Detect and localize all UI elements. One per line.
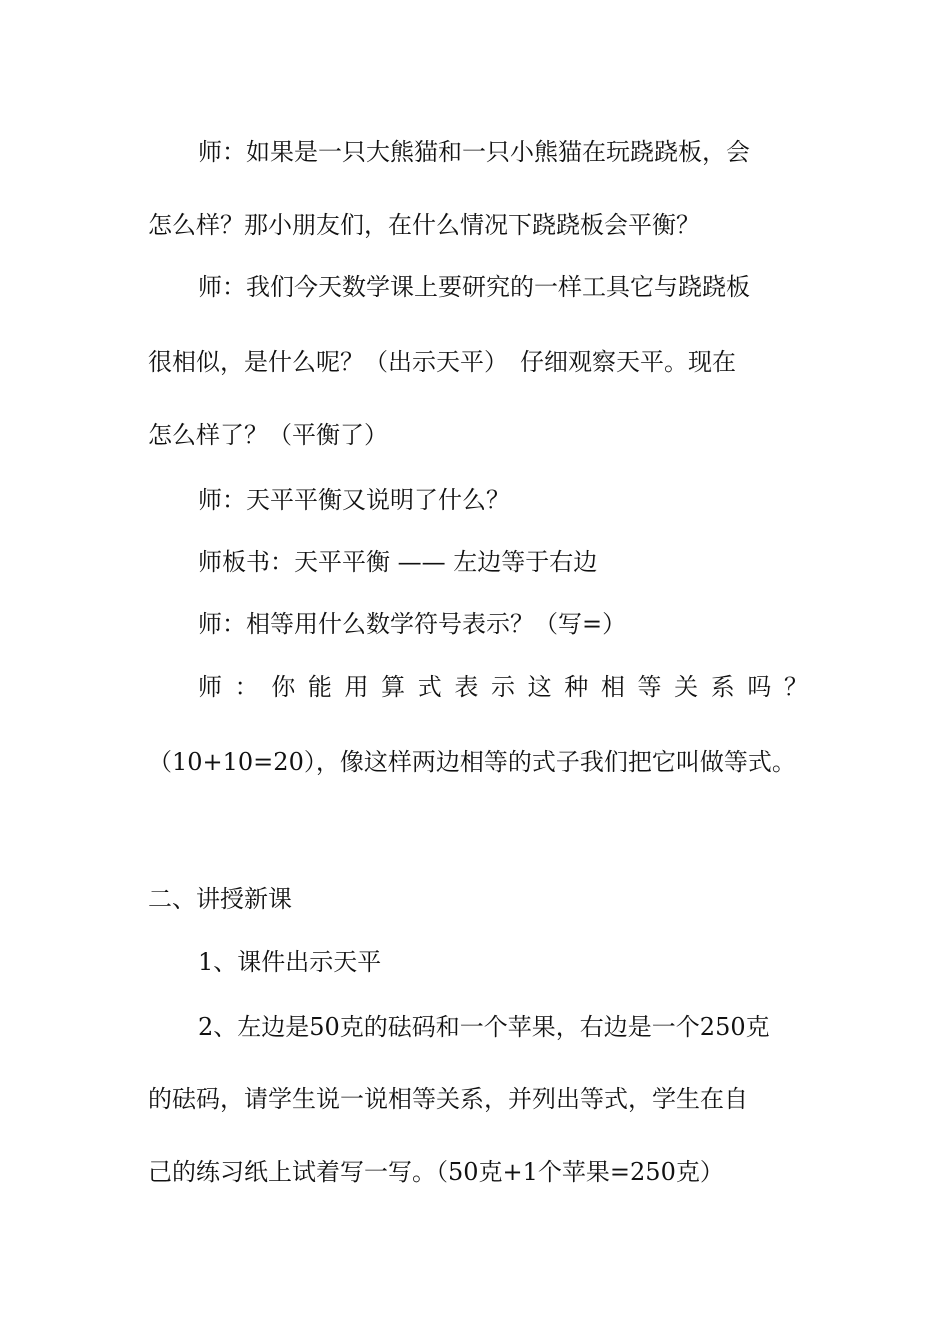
paragraph-line: 怎么样了？（平衡了） [148, 421, 388, 449]
justified-char: 能 [307, 673, 332, 701]
justified-char: 算 [381, 673, 406, 701]
paragraph-line: 怎么样？那小朋友们，在什么情况下跷跷板会平衡？ [148, 211, 700, 239]
justified-char: 式 [417, 673, 442, 701]
section-heading: 二、讲授新课 [148, 885, 292, 913]
justified-char: 你 [271, 673, 296, 701]
justified-char: ？ [784, 673, 808, 701]
paragraph-line: 的砝码，请学生说一说相等关系，并列出等式，学生在自 [148, 1085, 748, 1113]
list-item: 2、左边是50克的砝码和一个苹果，右边是一个250克 [198, 1013, 770, 1041]
paragraph-line: 很相似，是什么呢？（出示天平） 仔细观察天平。现在 [148, 348, 736, 376]
justified-char: 用 [344, 673, 369, 701]
paragraph-line: 师：相等用什么数学符号表示？（写=） [198, 610, 627, 638]
justified-char: 种 [564, 673, 589, 701]
justified-char: 表 [454, 673, 479, 701]
justified-char: 这 [527, 673, 552, 701]
justified-char: 等 [637, 673, 662, 701]
justified-char: 系 [710, 673, 735, 701]
justified-char: ： [234, 673, 259, 701]
justified-char: 相 [600, 673, 625, 701]
justified-char: 示 [491, 673, 515, 701]
paragraph-line: 己的练习纸上试着写一写。（50克+1个苹果=250克） [148, 1158, 724, 1186]
paragraph-line-justified [198, 670, 808, 704]
paragraph-line: 师板书：天平平衡 —— 左边等于右边 [198, 548, 598, 576]
justified-char: 师 [198, 673, 222, 701]
list-item: 1、课件出示天平 [198, 948, 382, 976]
paragraph-line: （10+10=20），像这样两边相等的式子我们把它叫做等式。 [148, 748, 796, 776]
paragraph-line: 师：天平平衡又说明了什么？ [198, 486, 510, 514]
justified-char: 关 [674, 673, 699, 701]
paragraph-line: 师：我们今天数学课上要研究的一样工具它与跷跷板 [198, 273, 750, 301]
justified-char: 吗 [747, 673, 772, 701]
paragraph-line: 师：如果是一只大熊猫和一只小熊猫在玩跷跷板，会 [198, 138, 750, 166]
